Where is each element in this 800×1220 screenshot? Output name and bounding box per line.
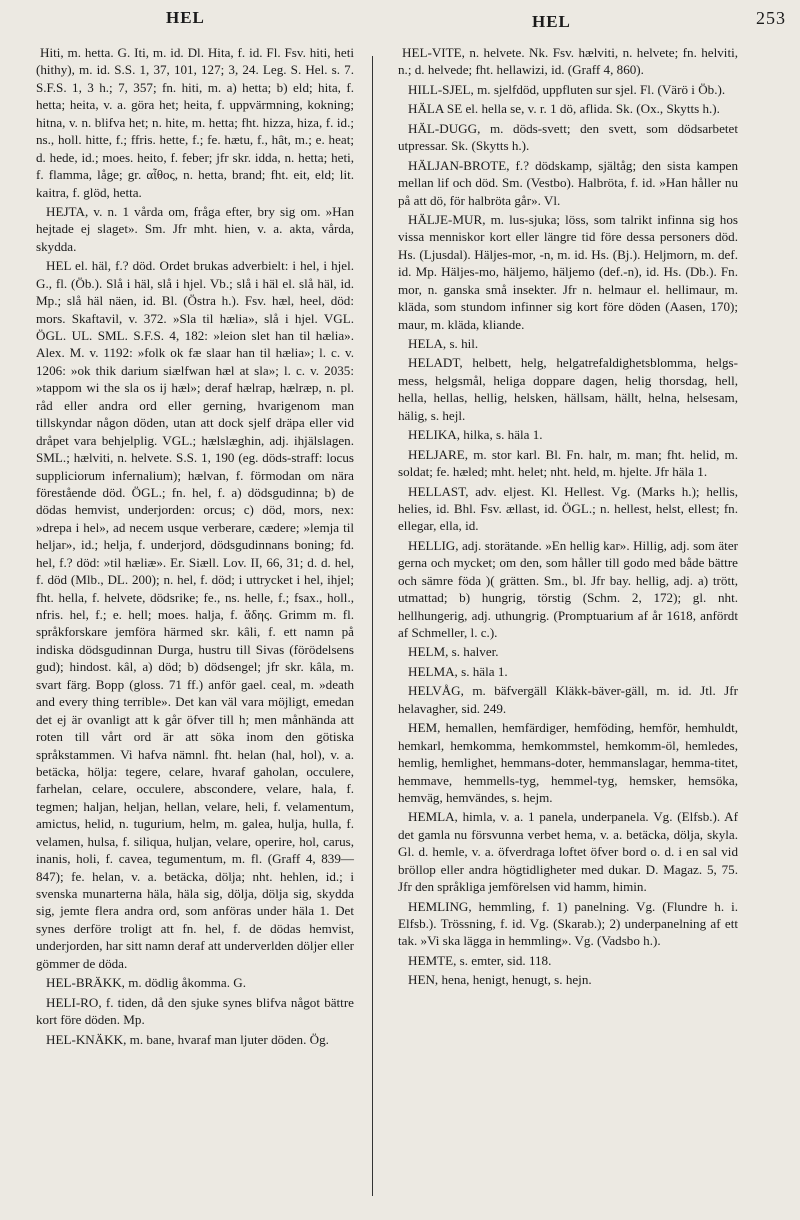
- entry-hellast: HELLAST, adv. eljest. Kl. Hellest. Vg. (Marks h.); hellis, helies, id. Bhl. Fsv. ællast, id. ÖGL.; n. hellest, helst, ellest; fn. ellegar, ella, id.: [398, 483, 738, 534]
- column-divider: [372, 56, 373, 1196]
- entry-heladt: HELADT, helbett, helg, helgatrefaldighetsblommа, helgs-mess, helgsmål, heliga doppare dagen, helig thorsdag, hell, hella, hellas, hellig, helsken, hällsam, hällt, helna, helsesam, hälig, s. hejl.: [398, 355, 738, 423]
- entry-hem: HEM, hemallen, hemfärdiger, hemföding, hemför, hemhuldt, hemkarl, hemkomma, hemkommstel, hemkomm-öl, hemledes, hemlig, hemlighet, hemmans-doter, hemmanslagar, hemma-titet, hemmave, hemmells-tyg, hemmel-tyg, hemsker, hemsöka, hemväg, hemvändes, s. hejm.: [398, 720, 738, 805]
- entry-hela: HELA, s. hil.: [408, 336, 479, 351]
- entry-heljare: HELJARE, m. stor karl. Bl. Fn. halr, m. man; fht. helid, m. soldat; fe. hæled; mht. helet; nht. held, m. hjelte. Jfr häla 1.: [398, 446, 738, 480]
- entry-helika: HELIKA, hilka, s. häla 1.: [408, 427, 543, 443]
- entry-hejta: HEJTA, v. n. 1 vårda om, fråga efter, bry sig om. »Han hejtade ej slaget». Sm. Jfr mht. hien, v. a. akta, vårda, skydda.: [36, 203, 354, 254]
- entry-hemla: HEMLA, himla, v. a. 1 panela, underpanela. Vg. (Elfsb.). Af det gamla nu försvunna verbet hema, v. a. betäcka, dölja, skyla. Gl. d. hemle, v. a. öfverdraga loftet öfver bord o. d. i en sal vid bröllop eller andra högtidligheter med dukar. D. Magaz. 5, 75. Jfr den språkliga jemförelsen vid hamm, himin.: [398, 809, 738, 895]
- entry-hel-vite: HEL-VITE, n. helvete. Nk. Fsv. hælviti, n. helvete; fn. helviti, n.; d. helvede; fht. hellawizi, id. (Graff 4, 860).: [398, 45, 738, 78]
- entry-hill-sjel: HILL-SJEL, m. sjelfdöd, uppfluten sur sjel. Fl. (Värö i Öb.).: [408, 81, 726, 97]
- entry-hel-brakk: HEL-BRÄKK, m. dödlig åkomma. G.: [46, 975, 247, 991]
- entry-hala-se: HÄLA SE el. hella se, v. r. 1 dö, aflida. Sk. (Ox., Skytts h.).: [408, 101, 720, 117]
- entry-helma: HELMA, s. häla 1.: [408, 663, 508, 679]
- entry-helm: HELM, s. halver.: [408, 644, 499, 660]
- entry-hiti: Hiti, m. hetta. G. Iti, m. id. Dl. Hita, f. id. Fl. Fsv. hiti, heti (hithy), m. id. S.S. 1, 37, 101, 127; 3, 24. Leg. S. Hel. s. 7. S.F.S. 1, 3 h.; 7, 357; fn. hiti, m. a) hetta; b) eld; hita, f. hetta; heita, v. a. göra het; heita, f. uppvärmning, kokning; hitna, v. n. blifva het; n. hite, m. hetta; fht. hizza, hiza, f. id.; ns., holl. hitte, f.; ffris. hette, f.; fe. hætu, f., hât, m.; e. heat; d. hede, id.; moes. heito, f. feber; jfr skr. idda, n. hetta; heti, f. flamma, låge; gr. αἶθος, n. hetta, brand; fht. eit, eld; lit. kaitra, f. glöd, hetta.: [36, 45, 354, 200]
- entry-hal-dugg: HÄL-DUGG, m. döds-svett; den svett, som dödsarbetet utpressar. Sk. (Skytts h.).: [398, 120, 738, 154]
- entry-halje-mur: HÄLJE-MUR, m. lus-sjuka; löss, som talrikt infinna sig hos vissa menniskor kort eller längre tid före dessa personers död. Hs. (Ljusdal). Häljes-mor, -n, m. id. Hs. (Bj.). Heljmorn, m. def. id. Mp. Häljes-mo, häljemo, häljemo (def.-n), id. Hs. (Db.). Fn. mor, n. ganska små insekter. Jfr n. helmaur el. hellimaur, m. kläda, som stundom infinner sig kort före döden (Aasen, 170); maur, m. kläda, kliande.: [398, 211, 738, 332]
- page-number: 253: [756, 8, 786, 28]
- entry-hel-knakk: HEL-KNÄKK, m. bane, hvaraf man ljuter döden. Ög.: [46, 1031, 329, 1047]
- entry-haljan-brote: HÄLJAN-BROTE, f.? dödskamp, själtåg; den sista kampen mellan lif och död. Sm. (Vestbo). Halbröta, f. id. »Han håller nu på att dö, för halbröta går». Vl.: [398, 157, 738, 208]
- entry-heli-ro: HELI-RO, f. tiden, då den sjuke synes blifva något bättre kort före döden. Mp.: [36, 994, 354, 1028]
- entry-hel: HEL el. häl, f.? död. Ordet brukas adverbielt: i hel, i hjel. G., fl. (Öb.). Slå i häl, slå i hjel. Vb.; slå i häl el. slå häl, id. Mp.; slå häl näen, id. Bl. (Östra h.). Fsv. hæl, heel, död: mors. Skaftavil, v. 372. »Sla til hælia», slå i hjel. VGL. ÖGL. UL. SML. S.F.S. 4, 182: »leion slet han til hælia». Alex. M. v. 1192: »folk ok fæ slaar han til hælia»; l. c. v. 1206: »ok thik darium siælfwan hæl at sla»; l. c. v. 2035: »tappom wi the sla os ij hæl»; deraf hælrap, hælræp, n. pl. råd eller andra ord eller gerning, hvarigenom man tillskyndar någon döden, utan att dock sjelf dräpa eller vid dråpet vara behjelplig. VGL.; hælslæghin, adj. ihjälslagen. SML.; hælviti, n. helvete. S.S. 1, 190 (eg. döds-straff: locus suppliciorum infernalium); hælvan, f. förmodan om nära förestående död. ÖGL.; fn. hel, f. a) dödsgudinna; b) de dödas hemvist, underjorden: orcus; c) död, mors, nex: »drepa i hel», ad necem usque verberare, cædere; »lemja til heljar», id.; helja, f. underjord, dödsgudinnans boning; fd. hel, f.? död: »til hæliæ». Er. Siæll. Lov. II, 66, 31; d. d. hel, f. död (Mlb., DL. 200); n. hel, f. död; i uttrycket i hel, ihjel; fht. hella, f. helvete, dödsrike; fe., ns. helle, f.; fsax., holl., nfris. hel, f.; e. hell; moes. halja, f. ἅδης. Grimm m. fl. språkforskare jemföra härmed skr. kâli, f. ett namn på indiska dödsgudinnan Durga, hustru till Sivas (förödelsens gud); hindost. kâl, a) död; b) dödsengel; jfr skr. kâla, m. svart färg. Bopp (gloss. 71 ff.) anför gael. ceal, m. »death and every thing terrible». Det kan väl vara möjligt, emedan det ej är ovanligt att k går öfver till h; men månhända att roten till vårt ord är att söka inom den götiska språkstammen. Vi hafva nämnl. fht. helan (hal, hol), v. a. betäcka, hölja: tegere, celare, hvaraf gaholan, occulere, farhelan, celare, occulere, abscondere, velare, hala, f. tegmen; haljan, heljan, hellan, velare, heli, f. velamentum, amictus, helid, n. tugurium, helm, m. galea, hulja, hulla, f. velamen, hulsa, f. siliqua, huljan, velare, operire, hol, carus, inanis, holi, f. cavea, tegumentum, m. fl. (Graff 4, 839—847); fe. helan, v. a. betäcka, dölja; nht. hehlen, id.; i svenska munarterna häla, häla sig, dölja, dölja sig, skydda sig, jemte flera andra ord, som anföras under häla 1. Det synes derföre troligt att fn. hel, f. de dödas hemvist, underjorden, har sitt namn deraf att underverlden döljer eller gömmer de döda.: [36, 258, 354, 971]
- running-head-left: HEL: [166, 8, 205, 27]
- entry-hemte: HEMTE, s. emter, sid. 118.: [408, 952, 552, 968]
- entry-helvag: HELVÅG, m. bäfvergäll Kläkk-bäver-gäll, m. id. Jtl. Jfr helavagher, sid. 249.: [398, 683, 738, 716]
- entry-hellig: HELLIG, adj. storätande. »En hellig kar». Hillig, adj. som äter gerna och mycket; om den, som håller till godo med både bättre och sämre föda )( grätten. Sm., bl. Jfr bay. hellig, adj. a) trött, utmattad; b) hungrig, törstig (Schm. 2, 172); gl. nht. hellhungerig, adj. uthungrig. (Promptuarium af år 1618, anfördt af Schmeller, l. c.).: [398, 537, 738, 640]
- entry-hemling: HEMLING, hemmling, f. 1) panelning. Vg. (Flundre h. i. Elfsb.). Trössning, f. id. Vg. (Skarab.); 2) underpanelning af ett tak. »Vi ska lägga in hemmling». Vg. (Vadsbo h.).: [398, 898, 738, 949]
- entry-hen: HEN, hena, henigt, henugt, s. hejn.: [408, 972, 592, 988]
- running-head-right: HEL: [532, 12, 571, 31]
- right-column: [398, 44, 738, 989]
- left-column: [36, 44, 354, 1048]
